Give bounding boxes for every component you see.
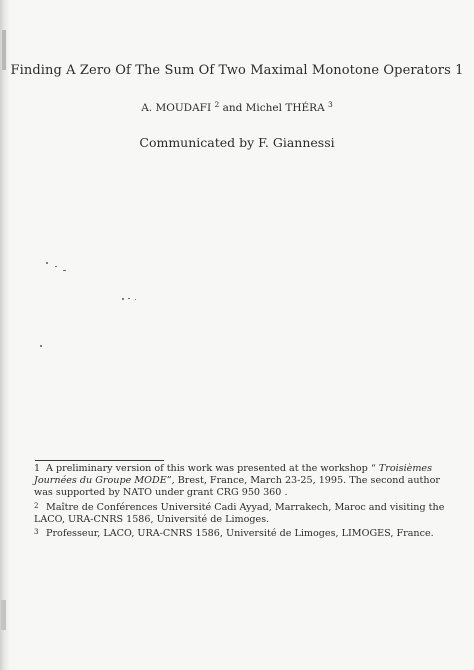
author-thera: Michel THÉRA [245,102,325,114]
scan-speck [46,262,48,264]
footnote-1-text-b: ”, Brest, France, March 23-25, 1995. The second author [166,475,440,487]
footnote-rule [35,460,164,461]
author-moudafi: A. MOUDAFI [141,102,212,114]
paper-title [0,63,474,78]
footnote-1 [34,463,440,500]
footnote-3-mark: 3 [34,528,39,537]
footnote-1-line-2 [34,475,440,487]
scan-speck [122,298,124,300]
title-footnote-mark: 1 [455,63,464,78]
author-line [0,100,474,114]
scan-speck [55,266,57,267]
author-moudafi-mark: 2 [214,100,220,109]
footnote-1-text-a: A preliminary version of this work was presented at the workshop “ [46,463,379,474]
author-thera-mark: 3 [328,100,333,109]
title-text: Finding A Zero Of The Sum Of Two Maximal Monotone Operators [10,63,451,78]
footnote-1-line-1 [46,463,433,475]
footnote-3 [34,528,434,540]
footnote-1-mark: 1 [34,463,41,474]
footnote-1-workshop-title-b: Journées du Groupe MODE [34,475,167,487]
footnote-1-workshop-title-a: Troisièmes [378,463,433,474]
scan-speck [128,298,130,299]
scan-speck [135,299,136,300]
scan-speck [40,345,42,347]
communicated-by: Communicated by F. Giannessi [139,135,335,150]
footnote-2-line-2: LACO, URA-CNRS 1586, Université de Limoges. [34,513,270,525]
footnote-2 [34,501,445,526]
scan-speck [63,270,66,271]
footnote-3-line-1: Professeur, LACO, URA-CNRS 1586, Université de Limoges, LIMOGES, France. [46,528,434,540]
footnote-1-line-3: was supported by NATO under grant CRG 950 360 . [34,487,288,499]
footnote-2-line-1: Maître de Conférences Université Cadi Ayyad, Marrakech, Maroc and visiting the [46,501,445,513]
footnote-2-mark: 2 [34,501,39,510]
footnotes [34,463,445,542]
author-conjunction: and [222,102,243,114]
